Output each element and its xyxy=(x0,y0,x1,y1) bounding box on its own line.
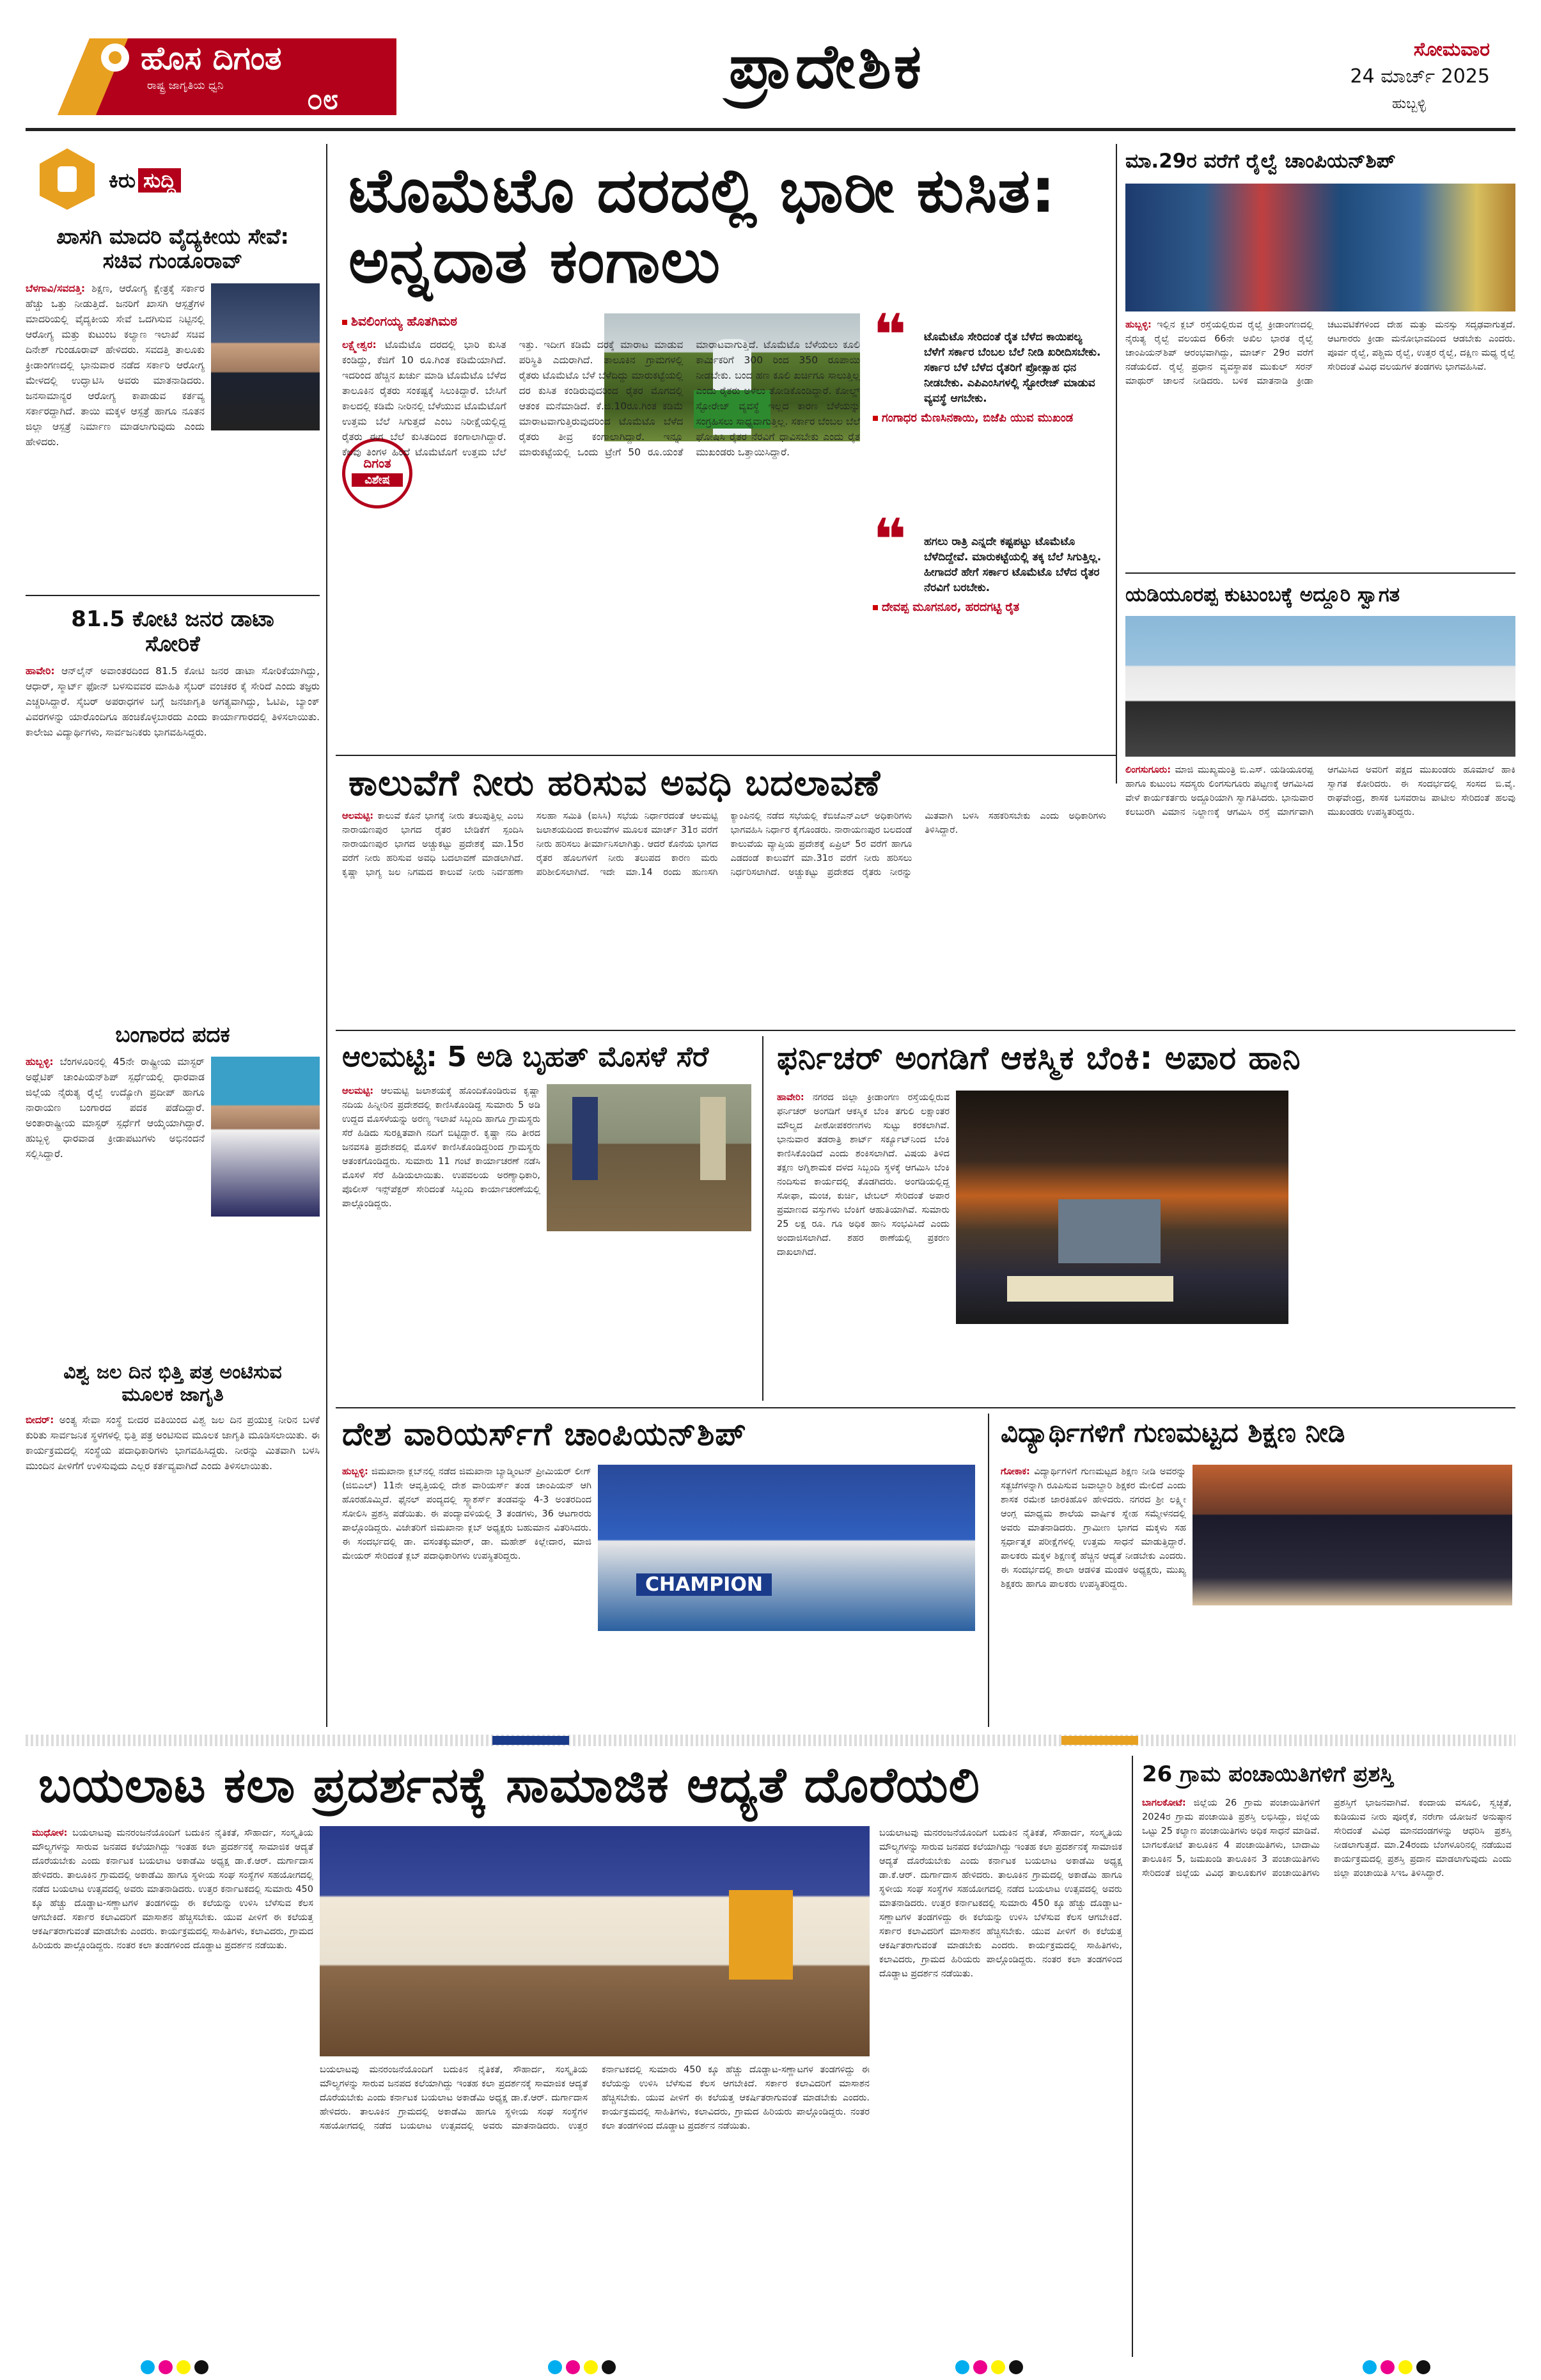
fire-body: ನಗರದ ಜಿಲ್ಲಾ ಕ್ರೀಡಾಂಗಣ ರಸ್ತೆಯಲ್ಲಿರುವ ಫರ್ನಿಚರ್ ಅಂಗಡಿಗೆ ಆಕಸ್ಮಿಕ ಬೆಂಕಿ ತಗುಲಿ ಲಕ್ಷಾಂತರ ಮೌಲ್ಯದ ಪೀಠೋಪಕರಣಗಳು ಸುಟ್ಟು ಕರಕಲಾಗಿವೆ. ಭಾನುವಾರ ತಡರಾತ್ರಿ ಶಾರ್ಟ್ ಸರ್ಕ್ಯೂಟ್‌ನಿಂದ ಬೆಂಕಿ ಕಾಣಿಸಿಕೊಂಡಿದೆ ಎಂದು ಶಂಕಿಸಲಾಗಿದೆ. ವಿಷಯ ತಿಳಿದ ತಕ್ಷಣ ಅಗ್ನಿಶಾಮಕ ದಳದ ಸಿಬ್ಬಂದಿ ಸ್ಥಳಕ್ಕೆ ಆಗಮಿಸಿ ಬೆಂಕಿ ನಂದಿಸುವ ಕಾರ್ಯದಲ್ಲಿ ತೊಡಗಿದರು. ಅಂಗಡಿಯಲ್ಲಿದ್ದ ಸೋಫಾ, ಮಂಚ, ಕುರ್ಚಿ, ಟೇಬಲ್ ಸೇರಿದಂತೆ ಅಪಾರ ಪ್ರಮಾಣದ ವಸ್ತುಗಳು ಬೆಂಕಿಗೆ ಆಹುತಿಯಾಗಿವೆ. ಸುಮಾರು 25 ಲಕ್ಷ ರೂ. ಗೂ ಅಧಿಕ ಹಾನಿ ಸಂಭವಿಸಿದೆ ಎಂದು ಅಂದಾಜಿಸಲಾಗಿದೆ. ಶಹರ ಠಾಣೆಯಲ್ಲಿ ಪ್ರಕರಣ ದಾಖಲಾಗಿದೆ. xyxy=(777,1092,950,1257)
panchayat-place: ಬಾಗಲಕೋಟೆ: xyxy=(1142,1798,1186,1809)
fire-place: ಹಾವೇರಿ: xyxy=(777,1092,804,1103)
brief-title: ಬಂಗಾರದ ಪದಕ xyxy=(115,1022,230,1048)
brief-body: ಬೆಂಗಳೂರಿನಲ್ಲಿ 45ನೇ ರಾಷ್ಟ್ರೀಯ ಮಾಸ್ಟರ್ ಅಥ್ಲೆಟಿಕ್ ಚಾಂಪಿಯನ್‌ಶಿಪ್ ಸ್ಪರ್ಧೆಯಲ್ಲಿ ಧಾರವಾಡ ಜಿಲ್ಲೆಯ ನೈರುತ್ಯ ರೈಲ್ವೆ ಉದ್ಯೋಗಿ ಪ್ರದೀಪ್ ಹಾಗೂ ನಾರಾಯಣ ಬಂಗಾರದ ಪದಕ ಪಡೆದಿದ್ದಾರೆ. ಅಂತಾರಾಷ್ಟ್ರೀಯ ಮಾಸ್ಟರ್ ಸ್ಪರ್ಧೆಗೆ ಆಯ್ಕೆಯಾಗಿದ್ದಾರೆ. ಹುಬ್ಬಳ್ಳಿ ಧಾರವಾಡ ಕ್ರೀಡಾಪಟುಗಳು ಅಭಿನಂದನೆ ಸಲ್ಲಿಸಿದ್ದಾರೆ. xyxy=(26,1056,205,1160)
rail-divider xyxy=(1125,572,1515,574)
edu-place: ಗೋಕಾಕ: xyxy=(1001,1467,1030,1477)
canal-place: ಆಲಮಟ್ಟಿ: xyxy=(342,810,374,821)
warriors-body: ಜಿಮಖಾನಾ ಕ್ಲಬ್‌ನಲ್ಲಿ ನಡೆದ ಜಿಮಖಾನಾ ಬ್ಯಾಡ್ಮಿಂಟನ್ ಪ್ರೀಮಿಯರ್ ಲೀಗ್ (ಜಿಬಿಎಲ್) 11ನೇ ಆವೃತ್ತಿಯಲ್ಲಿ ದೇಶ ವಾರಿಯರ್ಸ್ ತಂಡ ಚಾಂಪಿಯನ್ ಆಗಿ ಹೊರಹೊಮ್ಮಿದೆ. ಫೈನಲ್ ಪಂದ್ಯದಲ್ಲಿ ಸ್ಮ್ಯಾಶರ್ಸ್ ತಂಡವನ್ನು 4-3 ಅಂತರದಿಂದ ಸೋಲಿಸಿ ಪ್ರಶಸ್ತಿ ಪಡೆಯಿತು. ಈ ಪಂದ್ಯಾವಳಿಯಲ್ಲಿ 3 ತಂಡಗಳು, 36 ಆಟಗಾರರು ಪಾಲ್ಗೊಂಡಿದ್ದರು. ವಿಜೇತರಿಗೆ ಜಿಮಖಾನಾ ಕ್ಲಬ್ ಅಧ್ಯಕ್ಷರು ಬಹುಮಾನ ವಿತರಿಸಿದರು. ಈ ಸಂದರ್ಭದಲ್ಲಿ ಡಾ. ವಸಂತಕ್ಕುಮಾರ್, ಡಾ. ಮಹೇಶ್ ಕಿಲ್ಲೇದಾರ, ಮಾಜಿ ಮೇಯರ್ ಸೇರಿದಂತೆ ಕ್ಲಬ್ ಪದಾಧಿಕಾರಿಗಳು ಉಪಸ್ಥಿತರಿದ್ದರು. xyxy=(342,1467,591,1561)
croc-divider xyxy=(762,1036,763,1401)
brief-item xyxy=(26,604,320,1021)
warriors-story xyxy=(336,1414,982,1727)
fire-headline: ಫರ್ನಿಚರ್ ಅಂಗಡಿಗೆ ಆಕಸ್ಮಿಕ ಬೆಂಕಿ: ಅಪಾರ ಹಾನಿ xyxy=(777,1039,1301,1076)
brand-name: ಹೊಸ ದಿಗಂತ xyxy=(141,40,282,77)
fire-bottom-rule xyxy=(336,1407,1515,1408)
hand-icon xyxy=(38,147,96,211)
warriors-place: ಹುಬ್ಬಳ್ಳಿ: xyxy=(342,1467,368,1477)
lead-headline: ಟೊಮೆಟೊ ದರದಲ್ಲಿ ಭಾರೀ ಕುಸಿತ: ಅನ್ನದಾತ ಕಂಗಾಲು xyxy=(348,155,1056,297)
warriors-headline: ದೇಶ ವಾರಿಯರ್ಸ್‌ಗೆ ಚಾಂಪಿಯನ್‌ಶಿಪ್ xyxy=(342,1415,747,1453)
brief-item xyxy=(26,1359,320,1706)
brief-place: ಹುಬ್ಬಳ್ಳಿ: xyxy=(26,1056,54,1068)
header-day: ಸೋಮವಾರ xyxy=(1413,38,1490,61)
champion-banner: CHAMPION xyxy=(636,1573,772,1596)
yaddi-story xyxy=(1125,579,1515,1033)
warriors-divider xyxy=(988,1414,989,1727)
badge-text-a: ದಿಗಂತ xyxy=(363,455,391,471)
lead-place: ಲಕ್ಷ್ಮೇಶ್ವರ: xyxy=(342,339,377,351)
yaksha-photo xyxy=(320,1826,870,2056)
croc-headline: ಆಲಮಟ್ಟಿ: 5 ಅಡಿ ಬೃಹತ್ ಮೊಸಳೆ ಸೆರೆ xyxy=(342,1041,709,1073)
kirusuddi-header xyxy=(26,144,320,221)
yaksha-story xyxy=(26,1756,1125,2357)
lead-story xyxy=(336,144,1109,745)
brief-divider xyxy=(26,595,320,596)
brief-title: ಖಾಸಗಿ ಮಾದರಿ ವೈದ್ಯಕೀಯ ಸೇವೆ: ಸಚಿವ ಗುಂಡೂರಾವ್ xyxy=(56,224,289,273)
brief-title: 81.5 ಕೋಟಿ ಜನರ ಡಾಟಾ ಸೋರಿಕೆ xyxy=(71,606,274,658)
rail-story xyxy=(1125,144,1515,566)
lead-byline-row xyxy=(342,313,457,329)
kirusuddi-column xyxy=(26,144,320,1727)
canal-top-rule xyxy=(336,755,1116,756)
fire-story xyxy=(770,1036,1515,1401)
header-date: 24 ಮಾರ್ಚ್ 2025 xyxy=(1350,65,1490,88)
canal-story xyxy=(336,761,1113,1020)
lead-byline: ಶಿವಲಿಂಗಯ್ಯ ಹೊತಗಿಮಠ xyxy=(351,313,457,329)
quote-text: ಟೊಮೆಟೊ ಸೇರಿದಂತೆ ರೈತ ಬೆಳೆದ ಕಾಯಿಪಲ್ಯ ಬೆಳೆಗೆ ಸರ್ಕಾರ ಬೆಂಬಲ ಬೆಲೆ ನೀಡಿ ಖರೀದಿಸಬೇಕು. ಸರ್ಕಾರ ಬೆಳೆ ಬೆಳೆದ ರೈತರಿಗೆ ಪ್ರೋತ್ಸಾಹ ಧನ ನೀಡಬೇಕು. ಎಪಿಎಂಸಿಗಳಲ್ಲಿ ಸ್ಟೋರೇಜ್ ಮಾಡುವ ವ್ಯವಸ್ಥೆ ಆಗಬೇಕು. xyxy=(924,331,1101,405)
section-title: ಪ್ರಾದೇಶಿಕ xyxy=(729,31,924,102)
warriors-photo xyxy=(598,1465,975,1631)
header-edition: ಹುಬ್ಬಳ್ಳಿ xyxy=(1391,96,1426,112)
croc-place: ಆಲಮಟ್ಟಿ: xyxy=(342,1086,374,1096)
lead-right-divider xyxy=(1116,144,1117,784)
edu-body: ವಿದ್ಯಾರ್ಥಿಗಳಿಗೆ ಗುಣಮಟ್ಟದ ಶಿಕ್ಷಣ ನೀಡಿ ಅವರನ್ನು ಸತ್ಪ್ರಜೆಗಳನ್ನಾಗಿ ರೂಪಿಸುವ ಜವಾಬ್ದಾರಿ ಶಿಕ್ಷಕರ ಮೇಲಿದೆ ಎಂದು ಶಾಸಕ ರಮೇಶ ಜಾರಕಿಹೊಳಿ ಹೇಳಿದರು. ನಗರದ ಶ್ರೀ ಲಕ್ಷ್ಮೀ ಆಂಗ್ಲ ಮಾಧ್ಯಮ ಶಾಲೆಯ ವಾರ್ಷಿಕ ಸ್ನೇಹ ಸಮ್ಮೇಳನದಲ್ಲಿ ಅವರು ಮಾತನಾಡಿದರು. ಗ್ರಾಮೀಣ ಭಾಗದ ಮಕ್ಕಳು ಸಹ ಸ್ಪರ್ಧಾತ್ಮಕ ಪರೀಕ್ಷೆಗಳಲ್ಲಿ ಉತ್ತಮ ಸಾಧನೆ ಮಾಡುತ್ತಿದ್ದಾರೆ. ಪಾಲಕರು ಮಕ್ಕಳ ಶಿಕ್ಷಣಕ್ಕೆ ಹೆಚ್ಚಿನ ಆದ್ಯತೆ ನೀಡಬೇಕು ಎಂದರು. ಈ ಸಂದರ್ಭದಲ್ಲಿ ಶಾಲಾ ಆಡಳಿತ ಮಂಡಳಿ ಅಧ್ಯಕ್ಷರು, ಮುಖ್ಯ ಶಿಕ್ಷಕರು ಹಾಗೂ ಪಾಲಕರು ಉಪಸ್ಥಿತರಿದ್ದರು. xyxy=(1001,1467,1186,1589)
yaksha-body-cont2: ಬಯಲಾಟವು ಮನರಂಜನೆಯೊಂದಿಗೆ ಬದುಕಿನ ನೈತಿಕತೆ, ಸೌಹಾರ್ದ, ಸಂಸ್ಕೃತಿಯ ಮೌಲ್ಯಗಳನ್ನು ಸಾರುವ ಜನಪದ ಕಲೆಯಾಗಿದ್ದು ಇಂತಹ ಕಲಾ ಪ್ರದರ್ಶನಕ್ಕೆ ಸಾಮಾಜಿಕ ಆದ್ಯತೆ ದೊರೆಯಬೇಕು ಎಂದು ಕರ್ನಾಟಕ ಬಯಲಾಟ ಅಕಾಡೆಮಿ ಅಧ್ಯಕ್ಷ ಡಾ.ಕೆ.ಆರ್. ದುರ್ಗಾದಾಸ ಹೇಳಿದರು. ತಾಲೂಕಿನ ಗ್ರಾಮದಲ್ಲಿ ಅಕಾಡೆಮಿ ಹಾಗೂ ಸ್ಥಳೀಯ ಸಂಘ ಸಂಸ್ಥೆಗಳ ಸಹಯೋಗದಲ್ಲಿ ನಡೆದ ಬಯಲಾಟ ಉತ್ಸವದಲ್ಲಿ ಅವರು ಮಾತನಾಡಿದರು. ಉತ್ತರ ಕರ್ನಾಟಕದಲ್ಲಿ ಸುಮಾರು 450 ಕ್ಕೂ ಹೆಚ್ಚು ದೊಡ್ಡಾಟ-ಸಣ್ಣಾಟಗಳ ತಂಡಗಳಿದ್ದು ಈ ಕಲೆಯನ್ನು ಉಳಿಸಿ ಬೆಳೆಸುವ ಕೆಲಸ ಆಗಬೇಕಿದೆ. ಸರ್ಕಾರ ಕಲಾವಿದರಿಗೆ ಮಾಸಾಶನ ಹೆಚ್ಚಿಸಬೇಕು. ಯುವ ಪೀಳಿಗೆ ಈ ಕಲೆಯತ್ತ ಆಕರ್ಷಿತರಾಗುವಂತೆ ಮಾಡಬೇಕು ಎಂದರು. ಕಾರ್ಯಕ್ರಮದಲ್ಲಿ ಸಾಹಿತಿಗಳು, ಕಲಾವಿದರು, ಗ್ರಾಮದ ಹಿರಿಯರು ಪಾಲ್ಗೊಂಡಿದ್ದರು. ನಂತರ ಕಲಾ ತಂಡಗಳಿಂದ ದೊಡ್ಡಾಟ ಪ್ರದರ್ಶನ ನಡೆಯಿತು. xyxy=(879,1828,1122,1979)
brief-photo-minister xyxy=(211,283,320,430)
panchayat-story xyxy=(1138,1756,1515,2357)
rail-headline: ಮಾ.29ರ ವರೆಗೆ ರೈಲ್ವೆ ಚಾಂಪಿಯನ್‌ಶಿಪ್ xyxy=(1125,150,1396,173)
canal-headline: ಕಾಲುವೆಗೆ ನೀರು ಹರಿಸುವ ಅವಧಿ ಬದಲಾವಣೆ xyxy=(348,762,881,804)
lead-quote-2 xyxy=(873,507,1103,688)
lead-quote-1 xyxy=(873,302,1103,502)
lead-body: ಟೊಮೆಟೊ ದರದಲ್ಲಿ ಭಾರಿ ಕುಸಿತ ಕಂಡಿದ್ದು, ಕೆಜಿಗೆ 10 ರೂ.ಗಿಂತ ಕಡಿಮೆಯಾಗಿದೆ. ಇದರಿಂದ ಹೆಚ್ಚಿನ ಖರ್ಚು ಮಾಡಿ ಟೊಮೆಟೊ ಬೆಳೆದ ತಾಲೂಕಿನ ರೈತರು ಸಂಕಷ್ಟಕ್ಕೆ ಸಿಲುಕಿದ್ದಾರೆ. ಬೇಸಿಗೆ ಕಾಲದಲ್ಲಿ ಕಡಿಮೆ ನೀರಿನಲ್ಲಿ ಬೆಳೆಯುವ ಟೊಮೆಟೊಗೆ ಉತ್ತಮ ಬೆಲೆ ಸಿಗುತ್ತದೆ ಎಂಬ ನಿರೀಕ್ಷೆಯಲ್ಲಿದ್ದ ರೈತರು ಈಗ ಬೆಲೆ ಕುಸಿತದಿಂದ ಕಂಗಾಲಾಗಿದ್ದಾರೆ. ಕೆಲವು ತಿಂಗಳ ಹಿಂದೆ ಟೊಮೆಟೊಗೆ ಉತ್ತಮ ಬೆಲೆ ಇತ್ತು. ಇದೀಗ ಕಡಿಮೆ ದರಕ್ಕೆ ಮಾರಾಟ ಮಾಡುವ ಪರಿಸ್ಥಿತಿ ಎದುರಾಗಿದೆ. ತಾಲೂಕಿನ ಗ್ರಾಮಗಳಲ್ಲಿ ರೈತರು ಟೊಮೆಟೊ ಬೆಳೆ ಬೆಳೆದಿದ್ದು ಮಾರುಕಟ್ಟೆಯಲ್ಲಿ ದರ ಕುಸಿತ ಕಂಡಿರುವುದರಿಂದ ರೈತರ ಮೊಗದಲ್ಲಿ ಆತಂಕ ಮನೆಮಾಡಿದೆ. ಕೆ.ಜಿ.10ರೂ.ಗಿಂತ ಕಡಿಮೆ ಮಾರಾಟವಾಗುತ್ತಿರುವುದರಿಂದ ಟೊಮೆಟೊ ಬೆಳೆದ ರೈತರು ತೀವ್ರ ಕಂಗಾಲಾಗಿದ್ದಾರೆ. ಇನ್ನೂ ಮಾರುಕಟ್ಟೆಯಲ್ಲಿ ಒಂದು ಟ್ರೇಗೆ 50 ರೂ.ಯಂತೆ ಮಾರಾಟವಾಗುತ್ತಿದೆ. ಟೊಮೆಟೊ ಬೆಳೆಯಲು ಕೂಲಿ ಕಾರ್ಮಿಕರಿಗೆ 300 ರಿಂದ 350 ರೂಪಾಯಿ ನೀಡಬೇಕು. ಬಂದ ಹಣ ಕೂಲಿ ಖರ್ಚಿಗೂ ಸಾಲುತ್ತಿಲ್ಲ ಎಂದು ರೈತರು ಅಳಲು ತೋಡಿಕೊಂಡಿದ್ದಾರೆ. ಕೋಲ್ಡ್ ಸ್ಟೋರೇಜ್ ವ್ಯವಸ್ಥೆ ಇಲ್ಲದ ಕಾರಣ ಬೆಳೆಯನ್ನು ಸಂಗ್ರಹಿಸಲು ಸಾಧ್ಯವಾಗುತ್ತಿಲ್ಲ. ಸರ್ಕಾರ ಬೆಂಬಲ ಬೆಲೆ ಘೋಷಿಸಿ ರೈತರ ನೆರವಿಗೆ ಧಾವಿಸಬೇಕು ಎಂದು ರೈತ ಮುಖಂಡರು ಒತ್ತಾಯಿಸಿದ್ದಾರೆ. xyxy=(342,339,860,458)
brand-logo xyxy=(51,26,409,128)
kirusuddi-label-a: ಕಿರು xyxy=(109,168,136,193)
quote-attribution: ದೇವಪ್ಪ ಮೂಗನೂರ, ಹರದಗಟ್ಟಿ ರೈತ xyxy=(873,601,1103,614)
brief-place: ಬೀದರ್: xyxy=(26,1414,54,1426)
croc-photo xyxy=(547,1084,751,1231)
page-number: ೦೮ xyxy=(307,83,339,116)
panchayat-body: ಜಿಲ್ಲೆಯ 26 ಗ್ರಾಮ ಪಂಚಾಯಿತಿಗಳಿಗೆ 2024ರ ಗ್ರಾಮ ಪಂಚಾಯಿತಿ ಪ್ರಶಸ್ತಿ ಲಭಿಸಿದ್ದು, ಜಿಲ್ಲೆಯ ಒಟ್ಟು 25 ಕಲ್ಯಾಣ ಪಂಚಾಯಿತಿಗಳು ಅಧಿಕ ಸಾಧನೆ ಮಾಡಿವೆ. ಬಾಗಲಕೋಟೆ ತಾಲೂಕಿನ 4 ಪಂಚಾಯಿತಿಗಳು, ಬಾದಾಮಿ ತಾಲೂಕಿನ 5, ಜಮಖಂಡಿ ತಾಲೂಕಿನ 3 ಪಂಚಾಯಿತಿಗಳು ಸೇರಿದಂತೆ ಜಿಲ್ಲೆಯ ವಿವಿಧ ತಾಲೂಕುಗಳ ಪಂಚಾಯಿತಿಗಳು ಪ್ರಶಸ್ತಿಗೆ ಭಾಜನವಾಗಿವೆ. ಕಂದಾಯ ವಸೂಲಿ, ಸ್ವಚ್ಛತೆ, ಕುಡಿಯುವ ನೀರು ಪೂರೈಕೆ, ನರೇಗಾ ಯೋಜನೆ ಅನುಷ್ಠಾನ ಸೇರಿದಂತೆ ವಿವಿಧ ಮಾನದಂಡಗಳನ್ನು ಆಧರಿಸಿ ಪ್ರಶಸ್ತಿ ನೀಡಲಾಗುತ್ತದೆ. ಮಾ.24ರಂದು ಬೆಂಗಳೂರಿನಲ್ಲಿ ನಡೆಯುವ ಕಾರ್ಯಕ್ರಮದಲ್ಲಿ ಪ್ರಶಸ್ತಿ ಪ್ರದಾನ ಮಾಡಲಾಗುವುದು ಎಂದು ಜಿಲ್ಲಾ ಪಂಚಾಯಿತಿ ಸಿಇಒ ತಿಳಿಸಿದ್ದಾರೆ. xyxy=(1142,1798,1512,1879)
yaddi-headline: ಯಡಿಯೂರಪ್ಪ ಕುಟುಂಬಕ್ಕೆ ಅದ್ದೂರಿ ಸ್ವಾಗತ xyxy=(1125,583,1400,606)
badge-text-b: ವಿಶೇಷ xyxy=(352,473,403,487)
masthead-rule xyxy=(26,128,1515,131)
yaddi-place: ಲಿಂಗಸುಗೂರು: xyxy=(1125,764,1171,775)
registration-marks xyxy=(141,2360,1420,2377)
masthead xyxy=(26,26,1515,141)
yaksha-headline: ಬಯಲಾಟ ಕಲಾ ಪ್ರದರ್ಶನಕ್ಕೆ ಸಾಮಾಜಿಕ ಆದ್ಯತೆ ದೊರೆಯಲಿ xyxy=(38,1756,980,1813)
edu-headline: ವಿದ್ಯಾರ್ಥಿಗಳಿಗೆ ಗುಣಮಟ್ಟದ ಶಿಕ್ಷಣ ನೀಡಿ xyxy=(1001,1417,1345,1448)
yaksha-body-cont: ಬಯಲಾಟವು ಮನರಂಜನೆಯೊಂದಿಗೆ ಬದುಕಿನ ನೈತಿಕತೆ, ಸೌಹಾರ್ದ, ಸಂಸ್ಕೃತಿಯ ಮೌಲ್ಯಗಳನ್ನು ಸಾರುವ ಜನಪದ ಕಲೆಯಾಗಿದ್ದು ಇಂತಹ ಕಲಾ ಪ್ರದರ್ಶನಕ್ಕೆ ಸಾಮಾಜಿಕ ಆದ್ಯತೆ ದೊರೆಯಬೇಕು ಎಂದು ಕರ್ನಾಟಕ ಬಯಲಾಟ ಅಕಾಡೆಮಿ ಅಧ್ಯಕ್ಷ ಡಾ.ಕೆ.ಆರ್. ದುರ್ಗಾದಾಸ ಹೇಳಿದರು. ತಾಲೂಕಿನ ಗ್ರಾಮದಲ್ಲಿ ಅಕಾಡೆಮಿ ಹಾಗೂ ಸ್ಥಳೀಯ ಸಂಘ ಸಂಸ್ಥೆಗಳ ಸಹಯೋಗದಲ್ಲಿ ನಡೆದ ಬಯಲಾಟ ಉತ್ಸವದಲ್ಲಿ ಅವರು ಮಾತನಾಡಿದರು. ಉತ್ತರ ಕರ್ನಾಟಕದಲ್ಲಿ ಸುಮಾರು 450 ಕ್ಕೂ ಹೆಚ್ಚು ದೊಡ್ಡಾಟ-ಸಣ್ಣಾಟಗಳ ತಂಡಗಳಿದ್ದು ಈ ಕಲೆಯನ್ನು ಉಳಿಸಿ ಬೆಳೆಸುವ ಕೆಲಸ ಆಗಬೇಕಿದೆ. ಸರ್ಕಾರ ಕಲಾವಿದರಿಗೆ ಮಾಸಾಶನ ಹೆಚ್ಚಿಸಬೇಕು. ಯುವ ಪೀಳಿಗೆ ಈ ಕಲೆಯತ್ತ ಆಕರ್ಷಿತರಾಗುವಂತೆ ಮಾಡಬೇಕು ಎಂದರು. ಕಾರ್ಯಕ್ರಮದಲ್ಲಿ ಸಾಹಿತಿಗಳು, ಕಲಾವಿದರು, ಗ್ರಾಮದ ಹಿರಿಯರು ಪಾಲ್ಗೊಂಡಿದ್ದರು. ನಂತರ ಕಲಾ ತಂಡಗಳಿಂದ ದೊಡ್ಡಾಟ ಪ್ರದರ್ಶನ ನಡೆಯಿತು. xyxy=(320,2065,870,2131)
brief-body: ಅಂತ್ಯ ಸೇವಾ ಸಂಸ್ಥೆ ಬೀದರ ವತಿಯಿಂದ ವಿಶ್ವ ಜಲ ದಿನ ಪ್ರಯುಕ್ತ ನೀರಿನ ಬಳಕೆ ಕುರಿತು ಸಾರ್ವಜನಿಕ ಸ್ಥಳಗಳಲ್ಲಿ ಭಿತ್ತಿ ಪತ್ರ ಅಂಟಿಸುವ ಮೂಲಕ ಜಾಗೃತಿ ಮೂಡಿಸಲಾಯಿತು. ಈ ಕಾರ್ಯಕ್ರಮದಲ್ಲಿ ಸಂಸ್ಥೆಯ ಪದಾಧಿಕಾರಿಗಳು ಭಾಗವಹಿಸಿದ್ದರು. ನೀರನ್ನು ಮಿತವಾಗಿ ಬಳಸಿ ಮುಂದಿನ ಪೀಳಿಗೆಗೆ ಉಳಿಸುವುದು ಎಲ್ಲರ ಕರ್ತವ್ಯವಾಗಿದೆ ಎಂದು ತಿಳಿಸಲಾಯಿತು. xyxy=(26,1414,320,1472)
brief-title: ವಿಶ್ವ ಜಲ ದಿನ ಭಿತ್ತಿ ಪತ್ರ ಅಂಟಿಸುವ ಮೂಲಕ ಜಾಗೃತಿ xyxy=(63,1361,282,1406)
brief-place: ಹಾವೇರಿ: xyxy=(26,665,55,677)
brand-tagline: ರಾಷ್ಟ್ರ ಜಾಗೃತಿಯ ಧ್ವನಿ xyxy=(147,79,224,92)
rail-body: ಇಲ್ಲಿನ ಕ್ಲಬ್ ರಸ್ತೆಯಲ್ಲಿರುವ ರೈಲ್ವೆ ಕ್ರೀಡಾಂಗಣದಲ್ಲಿ ನೈರುತ್ಯ ರೈಲ್ವೆ ವಲಯದ 66ನೇ ಅಖಿಲ ಭಾರತ ರೈಲ್ವೆ ಚಾಂಪಿಯನ್‌ಶಿಪ್ ಆರಂಭವಾಗಿದ್ದು, ಮಾರ್ಚ್ 29ರ ವರೆಗೆ ನಡೆಯಲಿದೆ. ರೈಲ್ವೆ ಪ್ರಧಾನ ವ್ಯವಸ್ಥಾಪಕ ಮುಕುಲ್ ಸರನ್ ಮಾಥುರ್ ಚಾಲನೆ ನೀಡಿದರು. ಬಳಿಕ ಮಾತನಾಡಿ ಕ್ರೀಡಾ ಚಟುವಟಿಕೆಗಳಿಂದ ದೇಹ ಮತ್ತು ಮನಸ್ಸು ಸದೃಢವಾಗುತ್ತದೆ. ಆಟಗಾರರು ಕ್ರೀಡಾ ಮನೋಭಾವದಿಂದ ಆಡಬೇಕು ಎಂದರು. ಪೂರ್ವ ರೈಲ್ವೆ, ಪಶ್ಚಿಮ ರೈಲ್ವೆ, ಉತ್ತರ ರೈಲ್ವೆ, ದಕ್ಷಿಣ ಮಧ್ಯ ರೈಲ್ವೆ ಸೇರಿದಂತೆ ವಿವಿಧ ವಲಯಗಳ ತಂಡಗಳು ಭಾಗವಹಿಸಿವೆ. xyxy=(1125,319,1515,386)
yaddi-body: ಮಾಜಿ ಮುಖ್ಯಮಂತ್ರಿ ಬಿ.ಎಸ್. ಯಡಿಯೂರಪ್ಪ ಹಾಗೂ ಕುಟುಂಬ ಸದಸ್ಯರು ಲಿಂಗಸುಗೂರು ಪಟ್ಟಣಕ್ಕೆ ಆಗಮಿಸಿದ ವೇಳೆ ಕಾರ್ಯಕರ್ತರು ಅದ್ದೂರಿಯಾಗಿ ಸ್ವಾಗತಿಸಿದರು. ಭಾನುವಾರ ಕಲಬುರಗಿ ವಿಮಾನ ನಿಲ್ದಾಣಕ್ಕೆ ಆಗಮಿಸಿ ರಸ್ತೆ ಮಾರ್ಗವಾಗಿ ಆಗಮಿಸಿದ ಅವರಿಗೆ ಪಕ್ಷದ ಮುಖಂಡರು ಹೂಮಾಲೆ ಹಾಕಿ ಸ್ವಾಗತ ಕೋರಿದರು. ಈ ಸಂದರ್ಭದಲ್ಲಿ ಸಂಸದ ಬಿ.ವೈ. ರಾಘವೇಂದ್ರ, ಶಾಸಕ ಬಸವರಾಜ ಪಾಟೀಲ ಸೇರಿದಂತೆ ಹಲವು ಮುಖಂಡರು ಉಪಸ್ಥಿತರಿದ್ದರು. xyxy=(1125,764,1515,817)
yaksha-body: ಬಯಲಾಟವು ಮನರಂಜನೆಯೊಂದಿಗೆ ಬದುಕಿನ ನೈತಿಕತೆ, ಸೌಹಾರ್ದ, ಸಂಸ್ಕೃತಿಯ ಮೌಲ್ಯಗಳನ್ನು ಸಾರುವ ಜನಪದ ಕಲೆಯಾಗಿದ್ದು ಇಂತಹ ಕಲಾ ಪ್ರದರ್ಶನಕ್ಕೆ ಸಾಮಾಜಿಕ ಆದ್ಯತೆ ದೊರೆಯಬೇಕು ಎಂದು ಕರ್ನಾಟಕ ಬಯಲಾಟ ಅಕಾಡೆಮಿ ಅಧ್ಯಕ್ಷ ಡಾ.ಕೆ.ಆರ್. ದುರ್ಗಾದಾಸ ಹೇಳಿದರು. ತಾಲೂಕಿನ ಗ್ರಾಮದಲ್ಲಿ ಅಕಾಡೆಮಿ ಹಾಗೂ ಸ್ಥಳೀಯ ಸಂಘ ಸಂಸ್ಥೆಗಳ ಸಹಯೋಗದಲ್ಲಿ ನಡೆದ ಬಯಲಾಟ ಉತ್ಸವದಲ್ಲಿ ಅವರು ಮಾತನಾಡಿದರು. ಉತ್ತರ ಕರ್ನಾಟಕದಲ್ಲಿ ಸುಮಾರು 450 ಕ್ಕೂ ಹೆಚ್ಚು ದೊಡ್ಡಾಟ-ಸಣ್ಣಾಟಗಳ ತಂಡಗಳಿದ್ದು ಈ ಕಲೆಯನ್ನು ಉಳಿಸಿ ಬೆಳೆಸುವ ಕೆಲಸ ಆಗಬೇಕಿದೆ. ಸರ್ಕಾರ ಕಲಾವಿದರಿಗೆ ಮಾಸಾಶನ ಹೆಚ್ಚಿಸಬೇಕು. ಯುವ ಪೀಳಿಗೆ ಈ ಕಲೆಯತ್ತ ಆಕರ್ಷಿತರಾಗುವಂತೆ ಮಾಡಬೇಕು ಎಂದರು. ಕಾರ್ಯಕ್ರಮದಲ್ಲಿ ಸಾಹಿತಿಗಳು, ಕಲಾವಿದರು, ಗ್ರಾಮದ ಹಿರಿಯರು ಪಾಲ್ಗೊಂಡಿದ್ದರು. ನಂತರ ಕಲಾ ತಂಡಗಳಿಂದ ದೊಡ್ಡಾಟ ಪ್ರದರ್ಶನ ನಡೆಯಿತು. xyxy=(32,1828,313,1951)
quote-mark-icon: ❝ xyxy=(873,302,907,369)
croc-body: ಆಲಮಟ್ಟಿ ಜಲಾಶಯಕ್ಕೆ ಹೊಂದಿಕೊಂಡಿರುವ ಕೃಷ್ಣಾ ನದಿಯ ಹಿನ್ನೀರಿನ ಪ್ರದೇಶದಲ್ಲಿ ಕಾಣಿಸಿಕೊಂಡಿದ್ದ ಸುಮಾರು 5 ಅಡಿ ಉದ್ದದ ಮೊಸಳೆಯನ್ನು ಅರಣ್ಯ ಇಲಾಖೆ ಸಿಬ್ಬಂದಿ ಹಾಗೂ ಗ್ರಾಮಸ್ಥರು ಸೆರೆ ಹಿಡಿದು ಸುರಕ್ಷಿತವಾಗಿ ನದಿಗೆ ಬಿಟ್ಟಿದ್ದಾರೆ. ಕೃಷ್ಣಾ ನದಿ ತೀರದ ಜನವಸತಿ ಪ್ರದೇಶದಲ್ಲಿ ಮೊಸಳೆ ಕಾಣಿಸಿಕೊಂಡಿದ್ದರಿಂದ ಗ್ರಾಮಸ್ಥರು ಆತಂಕಗೊಂಡಿದ್ದರು. ಸುಮಾರು 11 ಗಂಟೆ ಕಾರ್ಯಾಚರಣೆ ನಡೆಸಿ ಮೊಸಳೆ ಸೆರೆ ಹಿಡಿಯಲಾಯಿತು. ಉಪವಲಯ ಅರಣ್ಯಾಧಿಕಾರಿ, ಪೊಲೀಸ್ ಇನ್ಸ್‌ಪೆಕ್ಟರ್ ಸೇರಿದಂತೆ ಸಿಬ್ಬಂದಿ ಕಾರ್ಯಾಚರಣೆಯಲ್ಲಿ ಪಾಲ್ಗೊಂಡಿದ್ದರು. xyxy=(342,1086,540,1209)
kirusuddi-label-b: ಸುದ್ದಿ xyxy=(138,168,181,193)
panchayat-headline: 26 ಗ್ರಾಮ ಪಂಚಾಯಿತಿಗಳಿಗೆ ಪ್ರಶಸ್ತಿ xyxy=(1142,1761,1394,1787)
brief-body: ಶಿಕ್ಷಣ, ಆರೋಗ್ಯ ಕ್ಷೇತ್ರಕ್ಕೆ ಸರ್ಕಾರ ಹೆಚ್ಚು ಒತ್ತು ನೀಡುತ್ತಿದೆ. ಜನರಿಗೆ ಖಾಸಗಿ ಆಸ್ಪತ್ರೆಗಳ ಮಾದರಿಯಲ್ಲಿ ವೈದ್ಯಕೀಯ ಸೇವೆ ಒದಗಿಸುವ ನಿಟ್ಟಿನಲ್ಲಿ ಆರೋಗ್ಯ ಮತ್ತು ಕುಟುಂಬ ಕಲ್ಯಾಣ ಇಲಾಖೆ ಸಚಿವ ದಿನೇಶ್ ಗುಂಡೂರಾವ್ ಹೇಳಿದರು. ಸವದತ್ತಿ ತಾಲೂಕು ಕ್ರೀಡಾಂಗಣದಲ್ಲಿ ಭಾನುವಾರ ನಡೆದ ಸರ್ಕಾರಿ ಆರೋಗ್ಯ ಮೇಳದಲ್ಲಿ ಉದ್ಘಾಟಿಸಿ ಅವರು ಮಾತನಾಡಿದರು. ಜನಸಾಮಾನ್ಯರ ಆರೋಗ್ಯ ಕಾಪಾಡುವ ಕರ್ತವ್ಯ ಸರ್ಕಾರದ್ದಾಗಿದೆ. ತಾಯಿ ಮಕ್ಕಳ ಆಸ್ಪತ್ರೆ ಹಾಗೂ ನೂತನ ಜಿಲ್ಲಾ ಆಸ್ಪತ್ರೆ ನಿರ್ಮಾಣ ಮಾಡಲಾಗುವುದು ಎಂದು ಹೇಳಿದರು. xyxy=(26,282,205,448)
byline-dot-icon xyxy=(342,320,347,325)
brief-item xyxy=(26,221,320,639)
rail-photo xyxy=(1125,184,1515,311)
yaksha-place: ಮುಧೋಳ: xyxy=(32,1828,68,1838)
left-column-divider xyxy=(326,144,327,1727)
fire-photo xyxy=(956,1091,1288,1324)
brief-body: ಆನ್‌ಲೈನ್ ಅವಾಂತರದಿಂದ 81.5 ಕೋಟಿ ಜನರ ಡಾಟಾ ಸೋರಿಕೆಯಾಗಿದ್ದು, ಆಧಾರ್, ಸ್ಮಾರ್ಟ್ ಫೋನ್ ಬಳಸುವವರ ಮಾಹಿತಿ ಸೈಬರ್ ವಂಚಕರ ಕೈ ಸೇರಿದೆ ಎಂದು ತಜ್ಞರು ಎಚ್ಚರಿಸಿದ್ದಾರೆ. ಸೈಬರ್ ಅಪರಾಧಗಳ ಬಗ್ಗೆ ಜನಜಾಗೃತಿ ಅಗತ್ಯವಾಗಿದ್ದು, ಓಟಿಪಿ, ಬ್ಯಾಂಕ್ ವಿವರಗಳನ್ನು ಯಾರೊಂದಿಗೂ ಹಂಚಿಕೊಳ್ಳಬಾರದು ಎಂದು ಕಾರ್ಯಾಗಾರದಲ್ಲಿ ತಿಳಿಸಲಾಯಿತು. ಕಾಲೇಜು ವಿದ್ಯಾರ್ಥಿಗಳು, ಸಾರ್ವಜನಿಕರು ಭಾಗವಹಿಸಿದ್ದರು. xyxy=(26,665,320,739)
yaksha-divider xyxy=(1132,1756,1133,2357)
edu-story xyxy=(994,1414,1515,1727)
quote-attribution: ಗಂಗಾಧರ ಮೆಣಸಿನಕಾಯಿ, ಬಿಜೆಪಿ ಯುವ ಮುಖಂಡ xyxy=(873,411,1103,425)
edu-photo xyxy=(1193,1465,1512,1605)
brief-item xyxy=(26,1020,320,1361)
quote-text: ಹಗಲು ರಾತ್ರಿ ಎನ್ನದೇ ಕಷ್ಟಪಟ್ಟು ಟೊಮೆಟೊ ಬೆಳೆದಿದ್ದೇವೆ. ಮಾರುಕಟ್ಟೆಯಲ್ಲಿ ತಕ್ಕ ಬೆಲೆ ಸಿಗುತ್ತಿಲ್ಲ. ಹೀಗಾದರೆ ಹೇಗೆ ಸರ್ಕಾರ ಟೊಮೆಟೊ ಬೆಳೆದ ರೈತರ ನೆರವಿಗೆ ಬರಬೇಕು. xyxy=(924,535,1102,594)
section-striped-bar xyxy=(26,1735,1515,1746)
canal-bottom-rule xyxy=(336,1030,1515,1031)
yaddi-photo xyxy=(1125,616,1515,757)
brief-place: ಬೆಳಗಾವಿ/ಸವದತ್ತಿ: xyxy=(26,282,86,294)
croc-story xyxy=(336,1036,758,1401)
canal-body: ಕಾಲುವೆ ಕೊನೆ ಭಾಗಕ್ಕೆ ನೀರು ತಲುಪುತ್ತಿಲ್ಲ ಎಂಬ ನಾರಾಯಣಪುರ ಭಾಗದ ರೈತರ ಬೇಡಿಕೆಗೆ ಸ್ಪಂದಿಸಿ ನಾರಾಯಣಪುರ ಭಾಗದ ಅಚ್ಚುಕಟ್ಟು ಪ್ರದೇಶಕ್ಕೆ ಮಾ.15ರ ವರೆಗೆ ನೀರು ಹರಿಸುವ ಅವಧಿ ಬದಲಾವಣೆ ಮಾಡಲಾಗಿದೆ. ಕೃಷ್ಣಾ ಭಾಗ್ಯ ಜಲ ನಿಗಮದ ಕಾಲುವೆ ನೀರು ನಿರ್ವಹಣಾ ಸಲಹಾ ಸಮಿತಿ (ಐಸಿಸಿ) ಸಭೆಯ ನಿರ್ಧಾರದಂತೆ ಆಲಮಟ್ಟಿ ಜಲಾಶಯದಿಂದ ಕಾಲುವೆಗಳ ಮೂಲಕ ಮಾರ್ಚ್ 31ರ ವರೆಗೆ ನೀರು ಹರಿಸಲು ತೀರ್ಮಾನಿಸಲಾಗಿತ್ತು. ಆದರೆ ಕೊನೆಯ ಭಾಗದ ರೈತರ ಹೊಲಗಳಿಗೆ ನೀರು ತಲುಪದ ಕಾರಣ ಮರು ಪರಿಶೀಲಿಸಲಾಗಿದೆ. ಇದೇ ಮಾ.14 ರಂದು ಹುಣಸಗಿ ಕ್ಯಾಂಪಿನಲ್ಲಿ ನಡೆದ ಸಭೆಯಲ್ಲಿ ಕೆಬಿಜೆಎನ್‌ಎಲ್ ಅಧಿಕಾರಿಗಳು ಭಾಗವಹಿಸಿ ನಿರ್ಧಾರ ಕೈಗೊಂಡರು. ನಾರಾಯಣಪುರ ಬಲದಂಡೆ ಕಾಲುವೆಯ ವ್ಯಾಪ್ತಿಯ ಪ್ರದೇಶಕ್ಕೆ ಏಪ್ರಿಲ್ 5ರ ವರೆಗೆ ಹಾಗೂ ಎಡದಂಡೆ ಕಾಲುವೆಗೆ ಮಾ.31ರ ವರೆಗೆ ನೀರು ಹರಿಸಲು ನಿರ್ಧರಿಸಲಾಗಿದೆ. ಅಚ್ಚುಕಟ್ಟು ಪ್ರದೇಶದ ರೈತರು ನೀರನ್ನು ಮಿತವಾಗಿ ಬಳಸಿ ಸಹಕರಿಸಬೇಕು ಎಂದು ಅಧಿಕಾರಿಗಳು ತಿಳಿಸಿದ್ದಾರೆ. xyxy=(342,810,1106,878)
rail-place: ಹುಬ್ಬಳ್ಳಿ: xyxy=(1125,319,1152,330)
quote-mark-icon: ❝ xyxy=(873,507,907,574)
brief-photo-athlete xyxy=(211,1057,320,1217)
